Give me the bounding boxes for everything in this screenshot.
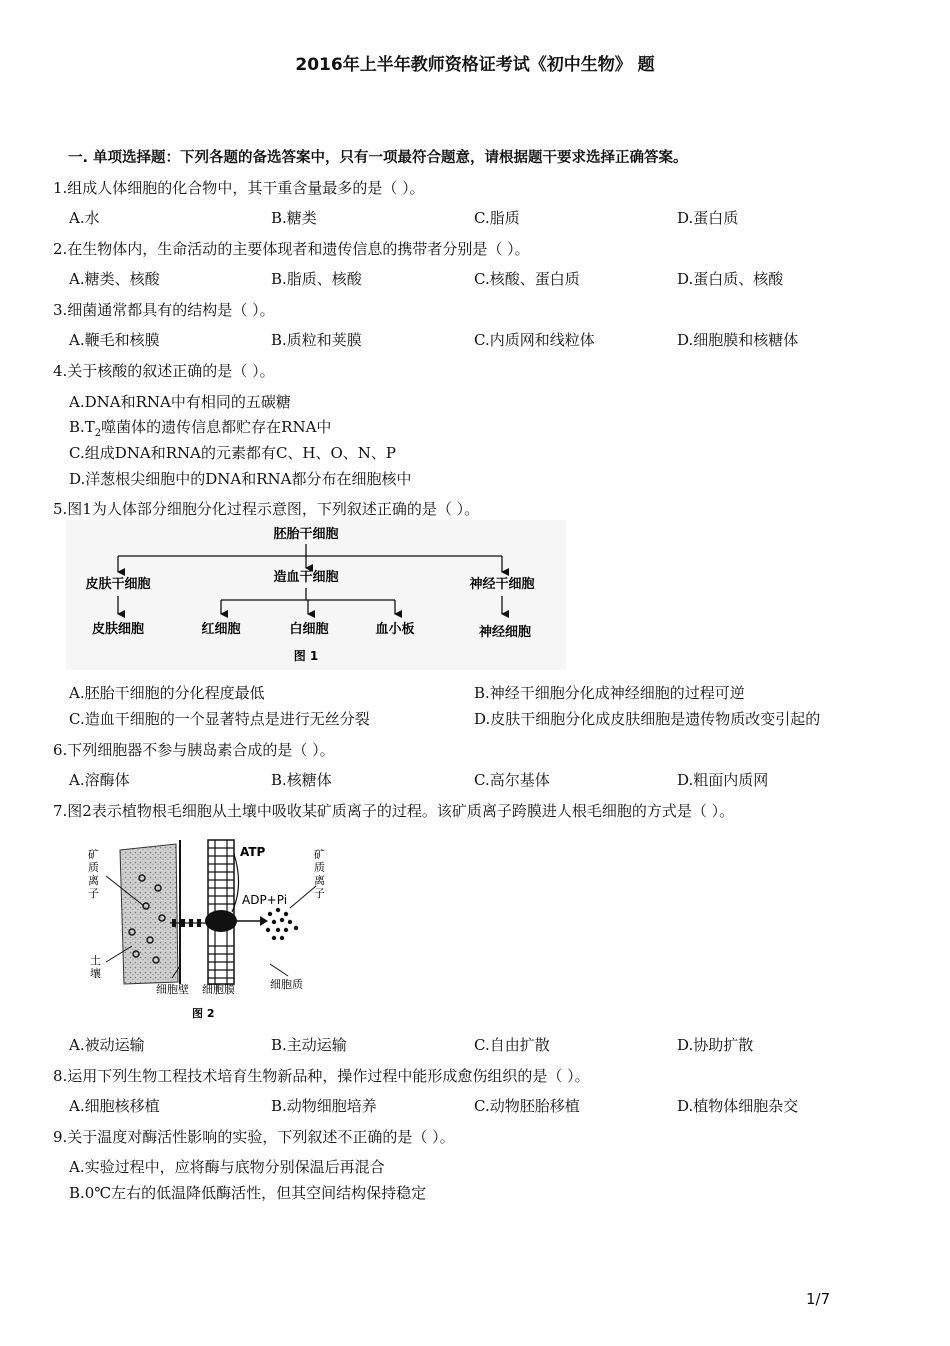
question-3-option-b: B.质粒和荚膜: [271, 331, 362, 349]
question-7-stem: 7.图2表示植物根毛细胞从土壤中吸收某矿质离子的过程。该矿质离子跨膜进人根毛细胞的方式是（ ）。: [53, 802, 735, 820]
figure-1-label-white-blood-cell: 白细胞: [289, 622, 329, 637]
svg-text:土: 土: [90, 954, 101, 967]
question-4-option-d: D.洋葱根尖细胞中的DNA和RNA都分布在细胞核中: [69, 470, 412, 488]
figure-1-cell-differentiation: [66, 520, 566, 670]
figure-2-label-adp-pi: ADP+Pi: [242, 893, 288, 907]
figure-1-label-embryonic-stem-cell: 胚胎干细胞: [273, 527, 339, 542]
svg-text:壤: 壤: [90, 967, 101, 980]
question-7-option-c: C.自由扩散: [474, 1036, 550, 1054]
question-9-option-b: B.0℃左右的低温降低酶活性，但其空间结构保持稳定: [69, 1184, 427, 1202]
figure-2-label-cytoplasm: 细胞质: [270, 978, 303, 991]
figure-1-label-skin-stem-cell: 皮肤干细胞: [85, 577, 151, 592]
page-title: 2016年上半年教师资格证考试《初中生物》 题: [295, 55, 655, 75]
question-2-option-a: A.糖类、核酸: [69, 270, 160, 288]
figure-1-label-skin-cell: 皮肤细胞: [91, 622, 145, 637]
question-6-option-b: B.核糖体: [271, 771, 332, 789]
question-4-stem: 4.关于核酸的叙述正确的是（ ）。: [53, 362, 275, 380]
figure-1-caption: 图 1: [293, 649, 319, 663]
question-2-stem: 2.在生物体内，生命活动的主要体现者和遗传信息的携带者分别是（ ）。: [53, 240, 530, 258]
svg-text:矿: 矿: [88, 848, 99, 861]
figure-1-label-platelet: 血小板: [375, 622, 415, 637]
figure-2-carrier-protein: [205, 910, 237, 932]
question-4-option-b: $B.T_2$噬菌体的遗传信息都贮存在RNA中: [69, 418, 332, 439]
svg-text:质: 质: [88, 861, 99, 874]
question-1-option-d: D.蛋白质: [677, 209, 739, 227]
question-8-stem: 8.运用下列生物工程技术培育生物新品种，操作过程中能形成愈伤组织的是（ ）。: [53, 1067, 590, 1085]
figure-2-label-soil: [90, 953, 101, 980]
question-4-option-a: A.DNA和RNA中有相同的五碳糖: [69, 393, 291, 411]
figure-2-label-ion-left: [88, 847, 99, 900]
question-5-option-b: B.神经干细胞分化成神经细胞的过程可逆: [474, 684, 745, 702]
question-6-option-a: A.溶酶体: [69, 771, 130, 789]
figure-2-ion-absorption: [84, 836, 384, 1026]
question-7-option-a: A.被动运输: [69, 1036, 145, 1054]
question-8-option-d: D.植物体细胞杂交: [677, 1097, 799, 1115]
svg-text:子: 子: [88, 887, 99, 900]
question-5-option-a: A.胚胎干细胞的分化程度最低: [69, 684, 265, 702]
question-1-stem: 1.组成人体细胞的化合物中，其干重含量最多的是（ ）。: [53, 179, 425, 197]
question-1-option-c: C.脂质: [474, 209, 520, 227]
question-6-stem: 6.下列细胞器不参与胰岛素合成的是（ ）。: [53, 741, 335, 759]
svg-text:质: 质: [314, 861, 325, 874]
figure-1-label-red-blood-cell: 红细胞: [201, 622, 241, 637]
figure-2-label-cell-wall: 细胞壁: [156, 983, 189, 996]
question-5-stem: 5.图1为人体部分细胞分化过程示意图，下列叙述正确的是（ ）。: [53, 500, 480, 518]
question-1-option-b: B.糖类: [271, 209, 317, 227]
svg-text:离: 离: [88, 874, 99, 887]
question-7-option-b: B.主动运输: [271, 1036, 347, 1054]
svg-text:矿: 矿: [314, 848, 325, 861]
figure-1-label-hematopoietic-stem-cell: 造血干细胞: [273, 570, 339, 585]
question-2-option-c: C.核酸、蛋白质: [474, 270, 580, 288]
question-8-option-c: C.动物胚胎移植: [474, 1097, 580, 1115]
question-5-option-d: D.皮肤干细胞分化成皮肤细胞是遗传物质改变引起的: [474, 710, 821, 728]
figure-2-label-atp: ATP: [240, 845, 266, 859]
svg-text:子: 子: [314, 887, 325, 900]
section-heading: 一. 单项选择题：下列各题的备选答案中，只有一项最符合题意，请根据题干要求选择正确答案。: [68, 150, 688, 166]
question-3-option-c: C.内质网和线粒体: [474, 331, 595, 349]
question-3-option-d: D.细胞膜和核糖体: [677, 331, 799, 349]
figure-1-label-neuron: 神经细胞: [478, 625, 532, 640]
question-1-option-a: A.水: [69, 209, 100, 227]
question-3-option-a: A.鞭毛和核膜: [69, 331, 160, 349]
figure-2-soil-region: [120, 844, 178, 984]
question-9-option-a: A.实验过程中，应将酶与底物分别保温后再混合: [69, 1158, 385, 1176]
question-8-option-a: A.细胞核移植: [69, 1097, 160, 1115]
question-2-option-d: D.蛋白质、核酸: [677, 270, 784, 288]
figure-2-label-cell-membrane: 细胞膜: [202, 983, 235, 996]
question-2-option-b: B.脂质、核酸: [271, 270, 362, 288]
question-8-option-b: B.动物细胞培养: [271, 1097, 377, 1115]
figure-2-label-ion-right: [314, 847, 325, 900]
question-4-option-c: C.组成DNA和RNA的元素都有C、H、O、N、P: [69, 444, 397, 462]
figure-2-caption: 图 2: [192, 1007, 215, 1020]
question-6-option-c: C.高尔基体: [474, 771, 550, 789]
question-6-option-d: D.粗面内质网: [677, 771, 769, 789]
question-9-stem: 9.关于温度对酶活性影响的实验，下列叙述不正确的是（ ）。: [53, 1128, 455, 1146]
figure-1-label-neural-stem-cell: 神经干细胞: [469, 577, 535, 592]
svg-text:离: 离: [314, 874, 325, 887]
question-7-option-d: D.协助扩散: [677, 1036, 754, 1054]
page-number: 1/7: [806, 1290, 831, 1308]
question-5-option-c: C.造血干细胞的一个显著特点是进行无丝分裂: [69, 710, 370, 728]
question-3-stem: 3.细菌通常都具有的结构是（ ）。: [53, 301, 275, 319]
